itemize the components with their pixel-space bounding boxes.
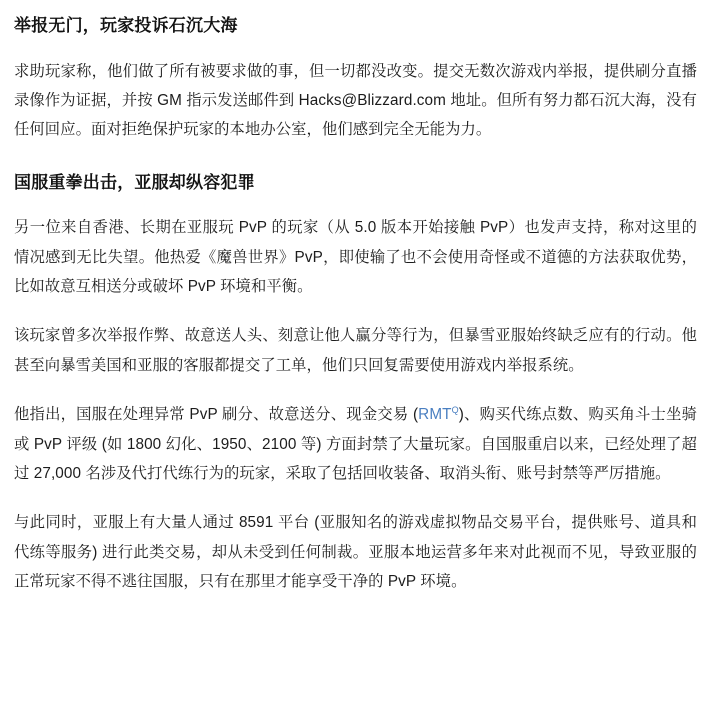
paragraph-5: 与此同时，亚服上有大量人通过 8591 平台 (亚服知名的游戏虚拟物品交易平台，提供账号、道具和代练等服务) 进行此类交易，却从未受到任何制裁。亚服本地运营多年来对此视而不见，导致亚服的正常玩家不得不逃往国服，只有在那里才能享受干净的 PvP 环境。 (14, 514, 697, 590)
rmt-glossary-link[interactable] (418, 406, 459, 423)
paragraph-2: 另一位来自香港、长期在亚服玩 PvP 的玩家（从 5.0 版本开始接触 PvP）也发声支持，称对这里的情况感到无比失望。他热爱《魔兽世界》PvP，即使输了也不会使用奇怪或不道德的方法获取优势，比如故意互相送分或破坏 PvP 环境和平衡。 (14, 219, 697, 296)
section-heading-2: 国服重拳出击，亚服却纵容犯罪 (14, 172, 255, 192)
paragraph-4-after-text: )、购买代练点数、购买角斗士坐骑或 PvP 评级 (如 1800 幻化、1950、2100 等) 方面封禁了大量玩家。自国服重启以来，已经处理了超过 27,000 名涉及代打代练行为的玩家，采取了包括回收装备、取消头衔、账号封禁等严厉措施。 (14, 406, 698, 482)
paragraph-3: 该玩家曾多次举报作弊、故意送人头、刻意让他人赢分等行为，但暴雪亚服始终缺乏应有的行动。他甚至向暴雪美国和亚服的客服都提交了工单，他们只回复需要使用游戏内举报系统。 (14, 327, 697, 374)
rmt-link-label: RMT (418, 406, 452, 424)
section-heading-1: 举报无门，玩家投诉石沉大海 (14, 16, 238, 35)
rmt-link-superscript: Q (451, 405, 459, 416)
paragraph-4-before-text: 他指出，国服在处理异常 PvP 刷分、故意送分、现金交易 ( (14, 406, 419, 424)
paragraph-1: 求助玩家称，他们做了所有被要求做的事，但一切都没改变。提交无数次游戏内举报，提供刷分直播录像作为证据，并按 GM 指示发送邮件到 Hacks@Blizzard.com 地址。但所有努力都石沉大海，没有任何回应。面对拒绝保护玩家的本地办公室，他们感到完全无能为力。 (14, 62, 697, 139)
paragraph-4-with-link (14, 400, 697, 488)
